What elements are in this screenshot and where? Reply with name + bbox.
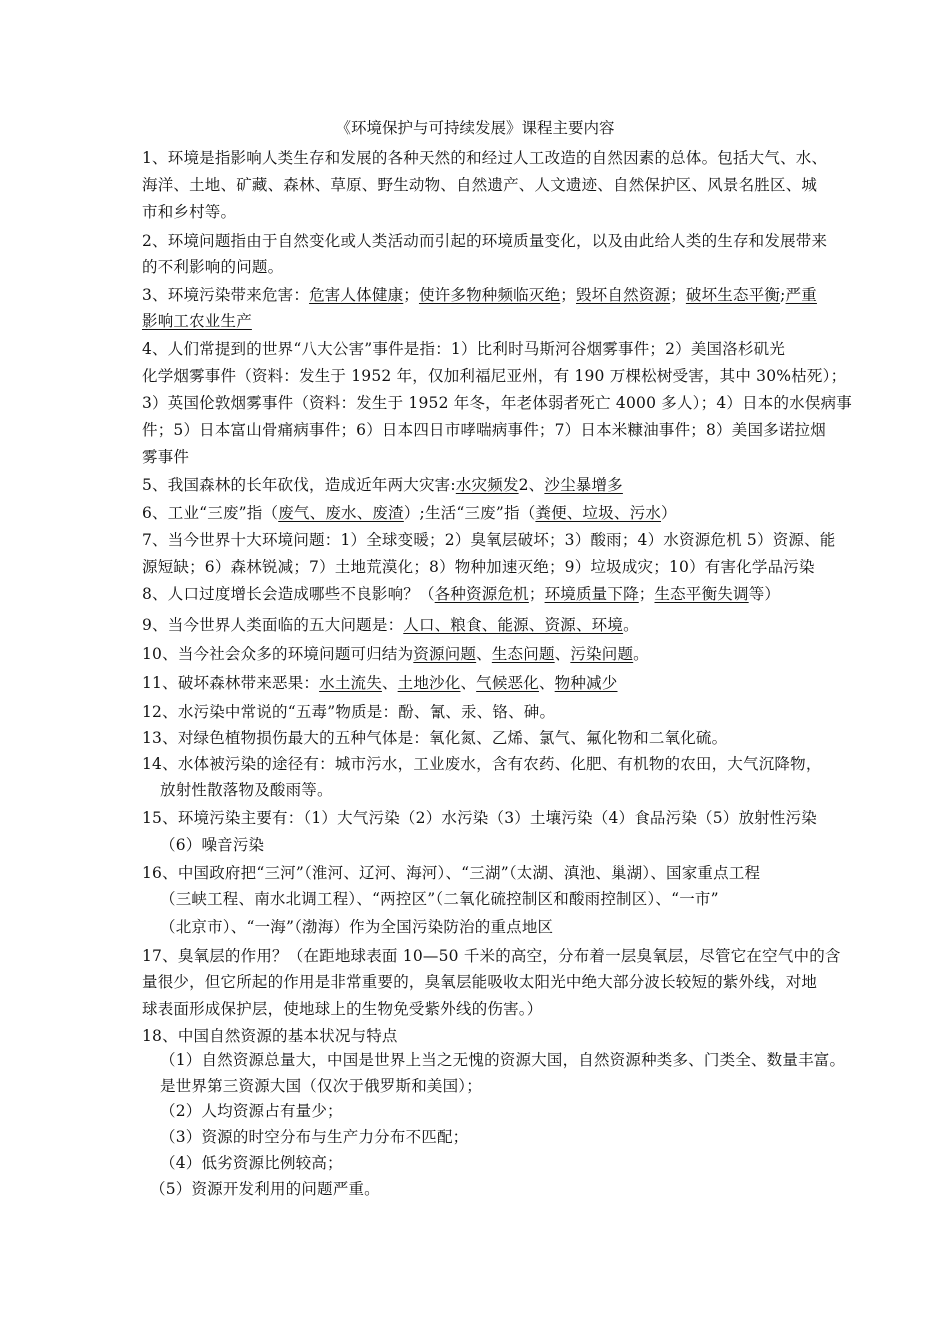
text-line bbox=[160, 834, 264, 856]
text-run: 等） bbox=[748, 585, 781, 603]
text-line bbox=[142, 256, 283, 278]
text-run: ； bbox=[670, 286, 686, 304]
text-run: （1）自然资源总量大，中国是世界上当之无愧的资源大国，自然资源种类多、门类全、数量丰富。 bbox=[160, 1051, 846, 1069]
text-run: 化学烟雾事件（资料：发生于 1952 年，仅加利福尼亚州，有 190 万棵松树受害，其中 30%枯死）； bbox=[142, 367, 847, 385]
text-run: 放射性散落物及酸雨等。 bbox=[160, 781, 333, 799]
text-line bbox=[142, 672, 617, 694]
text-run: ； bbox=[403, 286, 419, 304]
text-run: （6）噪音污染 bbox=[160, 836, 265, 854]
underlined-answer: 破坏生态平衡 bbox=[685, 286, 781, 304]
text-run: （2）人均资源占有量少； bbox=[160, 1102, 343, 1120]
text-line bbox=[142, 392, 852, 414]
text-run: 雾事件 bbox=[142, 448, 190, 466]
text-line bbox=[160, 916, 553, 938]
underlined-answer: 资源问题 bbox=[413, 645, 477, 663]
text-run: ； bbox=[638, 585, 655, 603]
text-line bbox=[142, 310, 252, 332]
text-run: 市和乡村等。 bbox=[142, 203, 237, 221]
text-run: ; bbox=[780, 286, 786, 304]
text-run: 14、水体被污染的途径有：城市污水，工业废水，含有农药、化肥、有机物的农田，大气沉降物， bbox=[142, 755, 822, 773]
text-line bbox=[142, 230, 827, 252]
text-line bbox=[142, 727, 727, 749]
underlined-answer: 各种资源危机 bbox=[434, 585, 529, 603]
text-run: 10、当今社会众多的环境问题可归结为 bbox=[142, 645, 414, 663]
text-run: （三峡工程、南水北调工程）、“两控区”（二氧化硫控制区和酸雨控制区）、“一市” bbox=[160, 890, 719, 908]
underlined-answer: 影响工农业生产 bbox=[142, 312, 252, 330]
text-line bbox=[142, 945, 841, 967]
text-line bbox=[142, 701, 555, 723]
underlined-answer: 人口、粮食、能源、资源、环境 bbox=[403, 616, 624, 634]
text-line bbox=[142, 419, 826, 441]
text-run: 、 bbox=[460, 674, 477, 692]
text-line bbox=[142, 284, 817, 306]
document-title: 《环境保护与可持续发展》课程主要内容 bbox=[335, 119, 615, 137]
text-line bbox=[150, 1178, 380, 1200]
text-run: 1、环境是指影响人类生存和发展的各种天然的和经过人工改造的自然因素的总体。包括大气、水、 bbox=[142, 149, 828, 167]
text-line bbox=[160, 1100, 343, 1122]
text-run: 、 bbox=[381, 674, 398, 692]
text-line bbox=[142, 365, 846, 387]
text-run: 件；5）日本富山骨痛病事件；6）日本四日市哮喘病事件；7）日本米糠油事件；8）美国多诺拉烟 bbox=[142, 421, 826, 439]
text-run: 6、工业“三废”指（ bbox=[142, 504, 279, 522]
text-run: 12、水污染中常说的“五毒”物质是：酚、氰、汞、铬、砷。 bbox=[142, 703, 556, 721]
text-run: 8、人口过度增长会造成哪些不良影响？（ bbox=[142, 585, 435, 603]
text-run: 量很少，但它所起的作用是非常重要的，臭氧层能吸收太阳光中绝大部分波长较短的紫外线，对地 bbox=[142, 973, 818, 991]
text-line bbox=[142, 862, 760, 884]
text-run: ） bbox=[661, 504, 677, 522]
text-line bbox=[160, 1126, 468, 1148]
text-run: 、 bbox=[538, 674, 555, 692]
underlined-answer: 环境质量下降 bbox=[544, 585, 639, 603]
text-run: （5）资源开发利用的问题严重。 bbox=[150, 1180, 380, 1198]
text-line bbox=[142, 502, 677, 524]
underlined-answer: 气候恶化 bbox=[476, 674, 539, 692]
underlined-answer: 土地沙化 bbox=[397, 674, 461, 692]
text-line bbox=[160, 1152, 343, 1174]
text-line bbox=[142, 807, 817, 829]
underlined-answer: 生态平衡失调 bbox=[654, 585, 749, 603]
text-run: 、 bbox=[554, 645, 571, 663]
text-run: 11、破坏森林带来恶果： bbox=[142, 674, 320, 692]
text-run: 2、环境问题指由于自然变化或人类活动而引起的环境质量变化，以及由此给人类的生存和发展带来 bbox=[142, 232, 828, 250]
text-run: 18、中国自然资源的基本状况与特点 bbox=[142, 1027, 398, 1045]
text-line bbox=[142, 446, 189, 468]
underlined-answer: 危害人体健康 bbox=[309, 286, 404, 304]
text-run: 5、我国森林的长年砍伐，造成近年两大灾害: bbox=[142, 476, 456, 494]
text-line bbox=[142, 643, 649, 665]
text-run: 13、对绿色植物损伤最大的五种气体是：氧化氮、乙烯、氯气、氟化物和二氧化硫。 bbox=[142, 729, 728, 747]
text-run: 海洋、土地、矿藏、森林、草原、野生动物、自然遗产、人文遗迹、自然保护区、风景名胜区、城 bbox=[142, 176, 818, 194]
text-run: 的不利影响的问题。 bbox=[142, 258, 284, 276]
underlined-answer: 水灾频发 bbox=[455, 476, 519, 494]
text-line bbox=[160, 888, 719, 910]
text-line bbox=[142, 474, 623, 496]
text-line bbox=[142, 174, 817, 196]
text-run: ）;生活“三废”指（ bbox=[403, 504, 536, 522]
text-line bbox=[142, 147, 827, 169]
underlined-answer: 严重 bbox=[785, 286, 817, 304]
text-run: 15、环境污染主要有：（1）大气污染（2）水污染（3）土壤污染（4）食品污染（5）放射性污染 bbox=[142, 809, 817, 827]
text-run: 。 bbox=[623, 616, 639, 634]
underlined-answer: 生态问题 bbox=[491, 645, 555, 663]
underlined-answer: 毁坏自然资源 bbox=[575, 286, 671, 304]
text-run: 9、当今世界人类面临的五大问题是： bbox=[142, 616, 404, 634]
text-run: ； bbox=[528, 585, 545, 603]
text-line bbox=[142, 998, 542, 1020]
text-line bbox=[142, 753, 822, 775]
text-run: 球表面形成保护层，使地球上的生物免受紫外线的伤害。） bbox=[142, 1000, 543, 1018]
text-run: （北京市）、“一海”（渤海）作为全国污染防治的重点地区 bbox=[160, 918, 554, 936]
text-run: ； bbox=[560, 286, 576, 304]
text-line bbox=[160, 1049, 845, 1071]
text-line bbox=[142, 1025, 398, 1047]
underlined-answer: 粪便、垃圾、污水 bbox=[535, 504, 662, 522]
text-run: （4）低劣资源比例较高； bbox=[160, 1154, 343, 1172]
text-run: 2、 bbox=[518, 476, 545, 494]
text-line bbox=[160, 1075, 482, 1097]
text-run: 3）英国伦敦烟雾事件（资料：发生于 1952 年冬，年老体弱者死亡 4000 多人）；4）日本的水俣病事 bbox=[142, 394, 852, 412]
underlined-answer: 使许多物种频临灭绝 bbox=[418, 286, 561, 304]
text-line bbox=[160, 779, 333, 801]
text-run: 是世界第三资源大国（仅次于俄罗斯和美国）； bbox=[160, 1077, 482, 1095]
text-run: 、 bbox=[476, 645, 492, 663]
text-run: 源短缺；6）森林锐减；7）土地荒漠化；8）物种加速灭绝；9）垃圾成灾；10）有害化学品污染 bbox=[142, 558, 815, 576]
underlined-answer: 沙尘暴增多 bbox=[544, 476, 623, 494]
text-line bbox=[142, 201, 236, 223]
text-line bbox=[142, 529, 836, 551]
text-line bbox=[142, 556, 815, 578]
text-run: 3、环境污染带来危害： bbox=[142, 286, 310, 304]
underlined-answer: 废气、废水、废渣 bbox=[278, 504, 404, 522]
text-line bbox=[142, 338, 785, 360]
text-run: 7、当今世界十大环境问题：1）全球变暖；2）臭氧层破坏；3）酸雨；4）水资源危机 5）资源、能 bbox=[142, 531, 836, 549]
text-run: （3）资源的时空分布与生产力分布不匹配； bbox=[160, 1128, 469, 1146]
underlined-answer: 水土流失 bbox=[319, 674, 382, 692]
text-run: 17、臭氧层的作用？（在距地球表面 10—50 千米的高空，分布着一层臭氧层，尽管它在空气中的含 bbox=[142, 947, 841, 965]
text-run: 。 bbox=[633, 645, 649, 663]
underlined-answer: 物种减少 bbox=[554, 674, 618, 692]
text-run: 4、人们常提到的世界“八大公害”事件是指：1）比利时马斯河谷烟雾事件；2）美国洛杉矶光 bbox=[142, 340, 786, 358]
text-line bbox=[142, 583, 780, 605]
text-line bbox=[142, 614, 639, 636]
underlined-answer: 污染问题 bbox=[570, 645, 634, 663]
text-run: 16、中国政府把“三河”（淮河、辽河、海河）、“三湖”（太湖、滇池、巢湖）、国家重点工程 bbox=[142, 864, 761, 882]
text-line bbox=[142, 971, 817, 993]
